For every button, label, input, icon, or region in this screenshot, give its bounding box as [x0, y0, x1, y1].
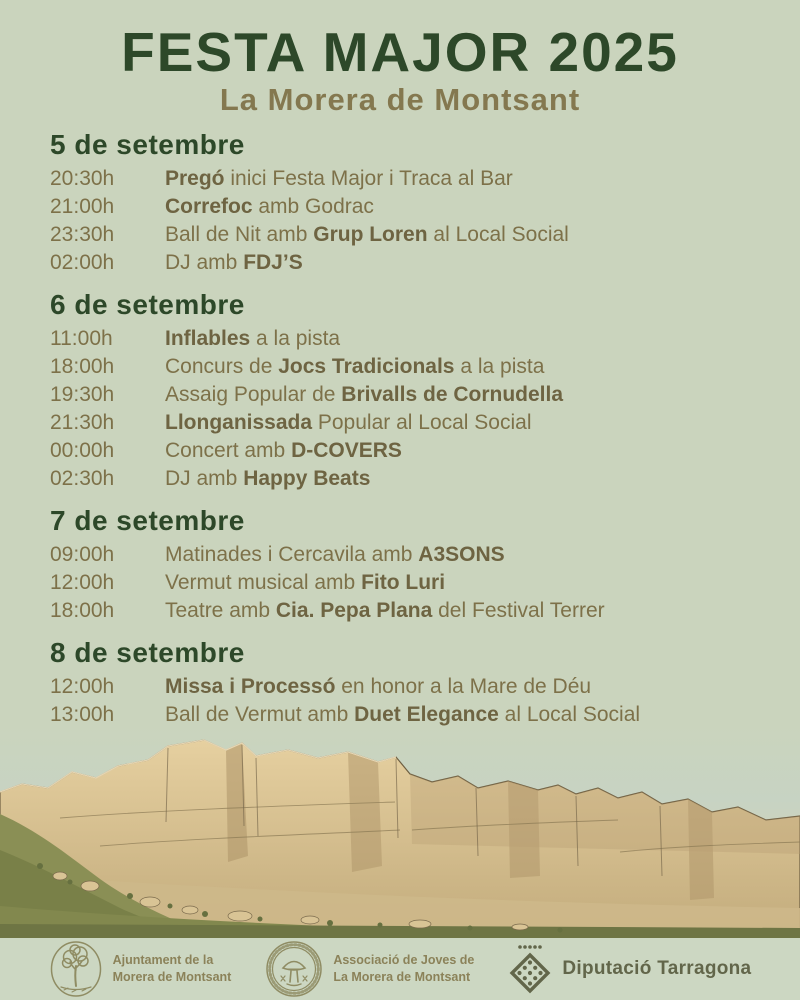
montsant-cliffs-illustration [0, 726, 800, 938]
event-time: 09:00h [50, 543, 115, 567]
day-heading: 5 de setembre [50, 129, 245, 161]
footer-logos [0, 938, 800, 1000]
event-description: DJ amb FDJ’S [165, 251, 303, 275]
event-row [50, 673, 760, 701]
event-description: Vermut musical amb Fito Luri [165, 571, 446, 595]
ajuntament-line2: Morera de Montsant [112, 970, 232, 984]
event-description: Missa i Processó en honor a la Mare de Déu [165, 675, 592, 699]
event-time: 13:00h [50, 703, 115, 727]
event-description: Concert amb D-COVERS [165, 439, 402, 463]
event-time: 12:00h [50, 571, 115, 595]
event-description: Correfoc amb Godrac [165, 195, 374, 219]
schedule [50, 130, 760, 729]
event-row [50, 193, 760, 221]
event-row [50, 465, 760, 493]
event-description: Pregó inici Festa Major i Traca al Bar [165, 167, 513, 191]
event-time: 21:30h [50, 411, 115, 435]
associacio-seal-icon [265, 940, 323, 998]
day-heading: 7 de setembre [50, 505, 245, 537]
event-time: 20:30h [50, 167, 115, 191]
event-time: 12:00h [50, 675, 115, 699]
event-time: 21:00h [50, 195, 115, 219]
event-description: Llonganissada Popular al Local Social [165, 411, 532, 435]
event-row [50, 597, 760, 625]
event-time: 11:00h [50, 327, 113, 351]
event-row [50, 437, 760, 465]
event-time: 02:30h [50, 467, 115, 491]
cliffs-illustration-svg [0, 726, 800, 938]
event-description: Assaig Popular de Brivalls de Cornudella [165, 383, 564, 407]
event-description: Concurs de Jocs Tradicionals a la pista [165, 355, 545, 379]
logo-ajuntament [49, 940, 232, 998]
event-description: DJ amb Happy Beats [165, 467, 371, 491]
event-row [50, 325, 760, 353]
schedule-day [50, 130, 760, 277]
event-row [50, 409, 760, 437]
associacio-label [333, 952, 474, 986]
event-row [50, 569, 760, 597]
logo-diputacio [508, 943, 751, 995]
event-time: 19:30h [50, 383, 115, 407]
ajuntament-line1: Ajuntament de la [112, 953, 214, 968]
event-description: Teatre amb Cia. Pepa Plana del Festival Terrer [165, 599, 605, 623]
event-description: Inflables a la pista [165, 327, 341, 351]
event-time: 00:00h [50, 439, 115, 463]
logo-associacio [265, 940, 474, 998]
event-row [50, 541, 760, 569]
diputacio-label: Diputació Tarragona [562, 958, 752, 979]
event-row [50, 701, 760, 729]
associacio-line2: La Morera de Montsant [333, 970, 471, 984]
schedule-day [50, 638, 760, 729]
associacio-line1: Associació de Joves de [333, 953, 475, 968]
event-row [50, 353, 760, 381]
event-time: 18:00h [50, 599, 115, 623]
day-heading: 6 de setembre [50, 289, 245, 321]
diputacio-diamond-icon [508, 943, 552, 995]
event-description: Matinades i Cercavila amb A3SONS [165, 543, 505, 567]
ajuntament-label [113, 952, 232, 986]
event-row [50, 221, 760, 249]
poster-header [0, 0, 800, 117]
poster-title: FESTA MAJOR 2025 [121, 21, 679, 83]
event-time: 18:00h [50, 355, 115, 379]
event-time: 02:00h [50, 251, 115, 275]
event-description: Ball de Nit amb Grup Loren al Local Social [165, 223, 569, 247]
poster-subtitle: La Morera de Montsant [219, 82, 581, 118]
day-heading: 8 de setembre [50, 637, 245, 669]
ajuntament-seal-icon [49, 940, 103, 998]
event-row [50, 249, 760, 277]
event-row [50, 165, 760, 193]
event-description: Ball de Vermut amb Duet Elegance al Local Social [165, 703, 641, 727]
schedule-day [50, 506, 760, 625]
schedule-day [50, 290, 760, 493]
event-row [50, 381, 760, 409]
event-time: 23:30h [50, 223, 115, 247]
